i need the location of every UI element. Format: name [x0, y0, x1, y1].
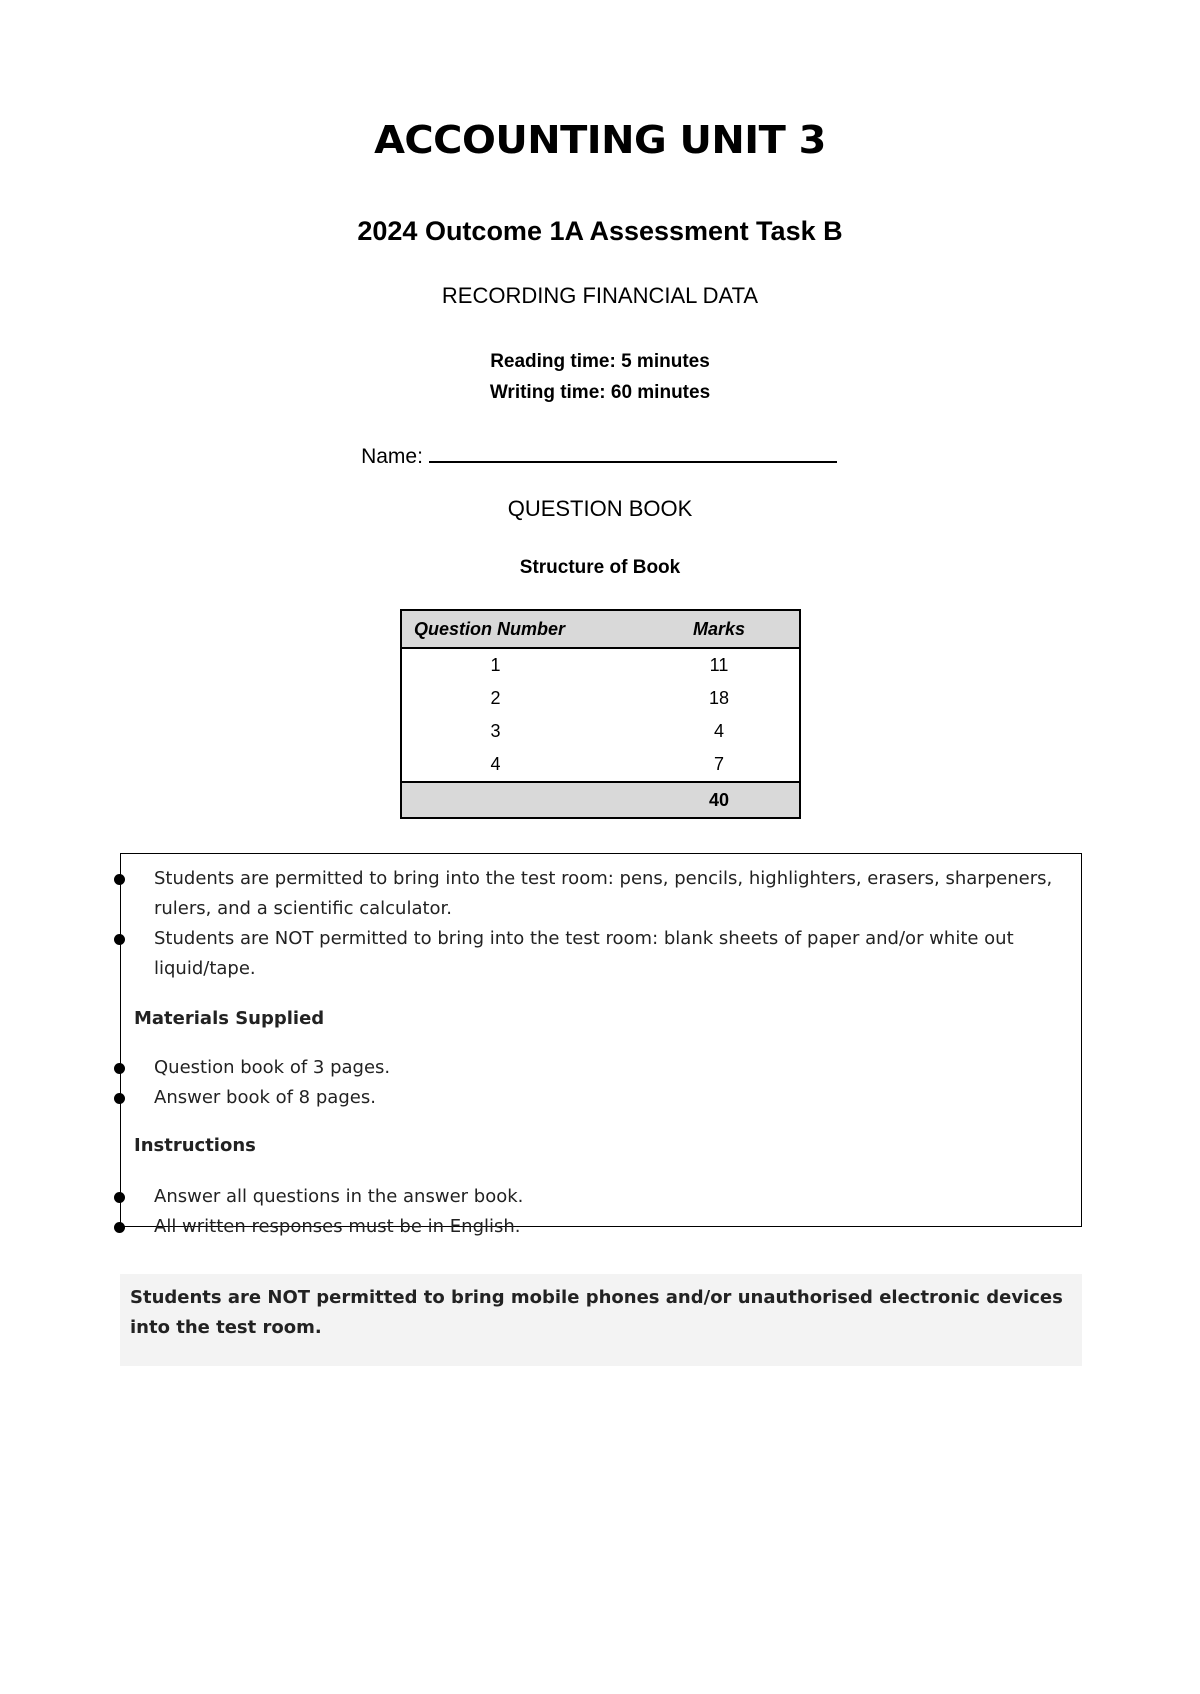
name-row — [0, 440, 1200, 469]
question-number: 4 — [490, 754, 501, 774]
instructions-heading: Instructions — [134, 1135, 256, 1156]
question-number: 1 — [490, 655, 501, 675]
materials-heading: Materials Supplied — [134, 1008, 325, 1029]
structure-heading: Structure of Book — [519, 557, 681, 578]
question-number: 3 — [490, 721, 501, 741]
topic-title: RECORDING FINANCIAL DATA — [441, 283, 759, 308]
page-title: ACCOUNTING UNIT 3 — [374, 118, 826, 162]
question-marks: 11 — [709, 655, 729, 675]
total-label-cell — [401, 782, 639, 818]
bullet-icon — [114, 934, 125, 945]
writing-time: Writing time: 60 minutes — [489, 382, 711, 403]
list-item: Answer book of 8 pages. — [120, 1083, 1060, 1113]
question-number: 2 — [490, 688, 501, 708]
question-marks: 7 — [713, 754, 724, 774]
column-header-marks: Marks — [639, 610, 800, 648]
list-item: Students are permitted to bring into the test room: pens, pencils, highlighters, erasers, sharpeners, rulers, and a scientific calculator. — [120, 864, 1060, 924]
total-row — [401, 782, 800, 818]
column-header-question: Question Number — [401, 610, 639, 648]
name-label: Name: — [361, 445, 423, 468]
table-row — [401, 715, 800, 748]
total-marks: 40 — [639, 782, 800, 818]
assessment-subtitle: 2024 Outcome 1A Assessment Task B — [357, 216, 843, 246]
book-type: QUESTION BOOK — [507, 496, 693, 521]
list-item: Students are NOT permitted to bring into the test room: blank sheets of paper and/or white out liquid/tape. — [120, 924, 1060, 984]
table-header-row — [401, 610, 800, 648]
name-field[interactable] — [429, 440, 837, 463]
warning-notice: Students are NOT permitted to bring mobile phones and/or unauthorised electronic devices into the test room. — [120, 1274, 1082, 1366]
reading-time: Reading time: 5 minutes — [490, 351, 710, 372]
table-row — [401, 648, 800, 682]
question-marks: 4 — [713, 721, 724, 741]
question-marks: 18 — [708, 688, 730, 708]
list-item: Question book of 3 pages. — [120, 1053, 1060, 1083]
table-row — [401, 682, 800, 715]
bullet-icon — [114, 1063, 125, 1074]
permitted-items-list — [120, 864, 1060, 984]
bullet-icon — [114, 1222, 125, 1233]
bullet-icon — [114, 1093, 125, 1104]
instructions-list — [120, 1182, 1060, 1242]
table-row — [401, 748, 800, 782]
structure-table — [400, 609, 801, 819]
bullet-icon — [114, 1192, 125, 1203]
list-item: All written responses must be in English. — [120, 1212, 1060, 1242]
list-item: Answer all questions in the answer book. — [120, 1182, 1060, 1212]
materials-list — [120, 1053, 1060, 1113]
bullet-icon — [114, 874, 125, 885]
